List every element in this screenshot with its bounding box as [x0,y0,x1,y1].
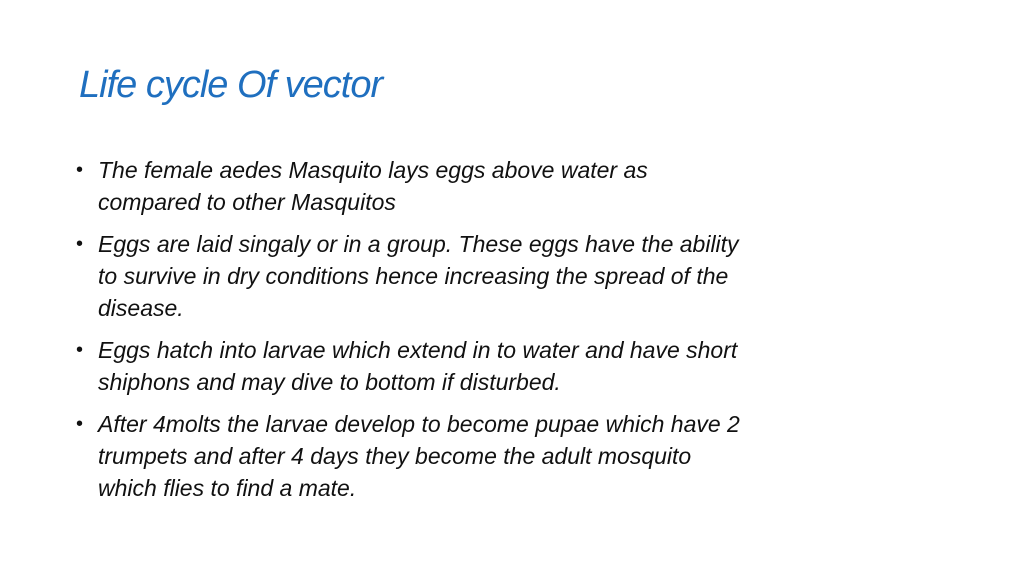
bullet-line: disease. [98,295,184,321]
bullet-line: shiphons and may dive to bottom if disturbed. [98,369,561,395]
bullet-dot-icon: • [76,233,84,255]
bullet-line: The female aedes Masquito lays eggs above water as [98,157,648,183]
bullet-line: trumpets and after 4 days they become the adult mosquito [98,443,692,469]
bullet-line: to survive in dry conditions hence increasing the spread of the [98,263,729,289]
bullet-dot-icon: • [76,159,84,181]
bullet-item [76,408,876,504]
slide-title: Life cycle Of vector [79,64,383,106]
bullet-line: compared to other Masquitos [98,189,396,215]
bullet-line: After 4molts the larvae develop to become pupae which have 2 [98,411,740,437]
bullet-item [76,334,876,398]
bullet-item [76,228,876,324]
bullet-text [98,154,876,218]
bullet-line: Eggs hatch into larvae which extend in to water and have short [98,337,738,363]
bullet-list [76,154,876,514]
bullet-text [98,334,876,398]
bullet-dot-icon: • [76,413,84,435]
bullet-item [76,154,876,218]
bullet-text [98,408,876,504]
bullet-line: Eggs are laid singaly or in a group. These eggs have the ability [98,231,739,257]
bullet-line: which flies to find a mate. [98,475,357,501]
bullet-text [98,228,876,324]
bullet-dot-icon: • [76,339,84,361]
